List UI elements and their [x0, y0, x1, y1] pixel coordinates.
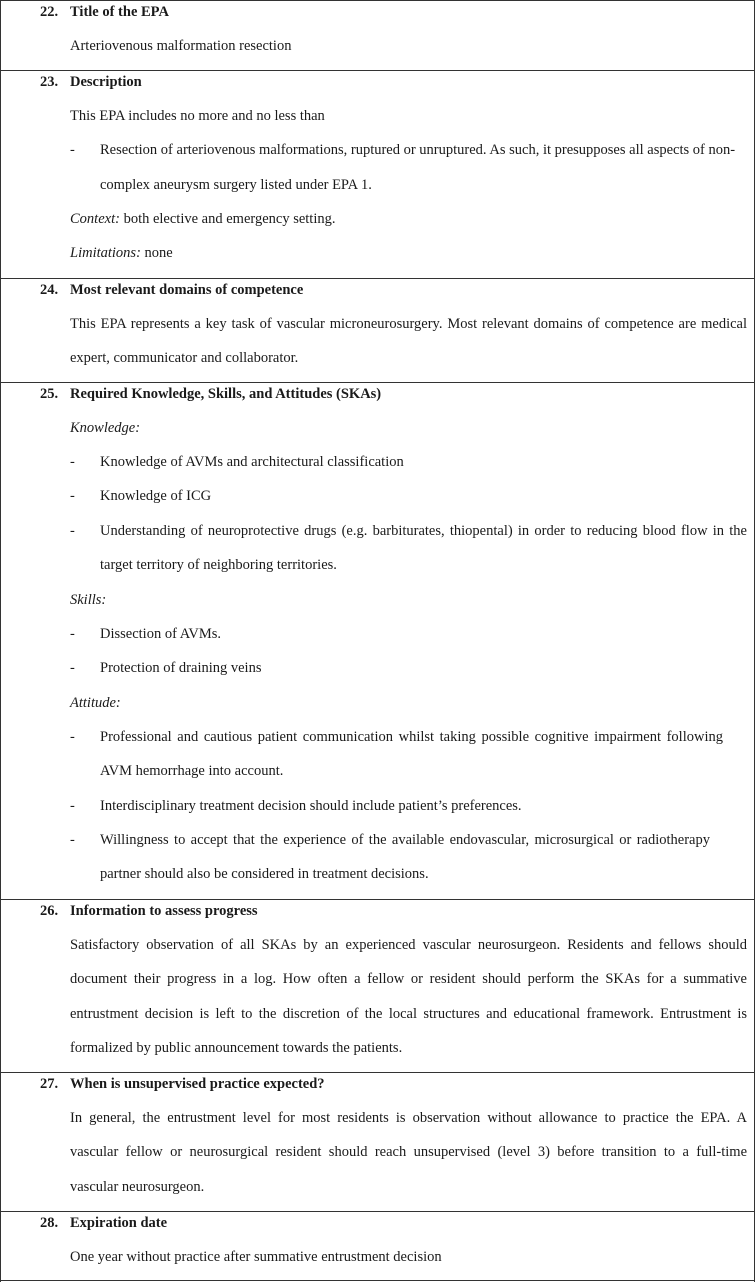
attitude-item-continued: AVM hemorrhage into account. — [100, 763, 284, 779]
section-text: Satisfactory observation of all SKAs by an experienced vascular neurosurgeon. Residents and fellows should — [70, 937, 747, 953]
section-number: 24. — [40, 282, 59, 298]
bullet-dash: - — [70, 626, 75, 642]
section-text: In general, the entrustment level for most residents is observation without allowance to practice the EPA. A — [70, 1110, 747, 1126]
section-27 — [1, 1072, 755, 1211]
bullet-dash: - — [70, 488, 75, 504]
section-text: vascular fellow or neurosurgical resident should reach unsupervised (level 3) before transition to a full-time — [70, 1144, 747, 1160]
attitude-label: Attitude: — [70, 695, 121, 711]
context-label: Context: — [70, 211, 120, 227]
attitude-item-continued: partner should also be considered in treatment decisions. — [100, 866, 429, 882]
section-text: One year without practice after summative entrustment decision — [70, 1249, 442, 1265]
section-23 — [1, 70, 755, 278]
section-number: 27. — [40, 1076, 59, 1092]
section-26 — [1, 899, 755, 1072]
description-intro: This EPA includes no more and no less than — [70, 108, 325, 124]
section-text: vascular neurosurgeon. — [70, 1179, 205, 1195]
attitude-item: Professional and cautious patient communication whilst taking possible cognitive impairment following — [100, 729, 723, 745]
section-24 — [1, 278, 755, 382]
bullet-dash: - — [70, 832, 75, 848]
section-number: 22. — [40, 4, 59, 20]
knowledge-item-continued: target territory of neighboring territories. — [100, 557, 337, 573]
limitations-line — [70, 244, 173, 262]
bullet-dash: - — [70, 798, 75, 814]
section-heading: Expiration date — [70, 1215, 168, 1231]
limitations-label: Limitations: — [70, 245, 141, 261]
section-text: expert, communicator and collaborator. — [70, 350, 299, 366]
knowledge-item: Knowledge of AVMs and architectural classification — [100, 454, 404, 470]
section-heading: When is unsupervised practice expected? — [70, 1076, 325, 1092]
section-text: document their progress in a log. How often a fellow or resident should perform the SKAs for a summative — [70, 971, 747, 987]
skills-item: Protection of draining veins — [100, 660, 262, 676]
section-text: This EPA represents a key task of vascular microneurosurgery. Most relevant domains of competence are medical — [70, 316, 747, 332]
section-number: 26. — [40, 903, 59, 919]
context-line — [70, 210, 335, 228]
bullet-dash: - — [70, 729, 75, 745]
bullet-dash: - — [70, 523, 75, 539]
context-text: both elective and emergency setting. — [119, 211, 336, 227]
section-number: 28. — [40, 1215, 59, 1231]
section-text: formalized by public announcement towards the patients. — [70, 1040, 403, 1056]
bullet-text: Resection of arteriovenous malformations, ruptured or unruptured. As such, it presupposes all aspects of non- — [100, 142, 736, 158]
section-heading: Most relevant domains of competence — [70, 282, 304, 298]
section-number: 23. — [40, 74, 59, 90]
section-22 — [1, 0, 755, 70]
knowledge-item: Understanding of neuroprotective drugs (e.g. barbiturates, thiopental) in order to reducing blood flow in the — [100, 523, 747, 539]
section-25 — [1, 382, 755, 899]
section-heading: Information to assess progress — [70, 903, 258, 919]
section-text: Arteriovenous malformation resection — [70, 38, 292, 54]
section-text: entrustment decision is left to the discretion of the local structures and educational framework. Entrustment is — [70, 1006, 747, 1022]
bullet-dash: - — [70, 142, 75, 158]
skills-item: Dissection of AVMs. — [100, 626, 221, 642]
section-heading: Title of the EPA — [70, 4, 169, 20]
knowledge-label: Knowledge: — [70, 420, 141, 436]
bullet-text-continued: complex aneurysm surgery listed under EPA 1. — [100, 177, 372, 193]
attitude-item: Willingness to accept that the experience of the available endovascular, microsurgical or radiotherapy — [100, 832, 710, 848]
section-heading: Description — [70, 74, 142, 90]
section-number: 25. — [40, 386, 59, 402]
section-28 — [1, 1211, 755, 1281]
knowledge-item: Knowledge of ICG — [100, 488, 212, 504]
bullet-dash: - — [70, 454, 75, 470]
limitations-text: none — [140, 245, 173, 261]
bullet-dash: - — [70, 660, 75, 676]
skills-label: Skills: — [70, 592, 107, 608]
attitude-item: Interdisciplinary treatment decision should include patient’s preferences. — [100, 798, 522, 814]
section-heading: Required Knowledge, Skills, and Attitudes (SKAs) — [70, 386, 382, 402]
